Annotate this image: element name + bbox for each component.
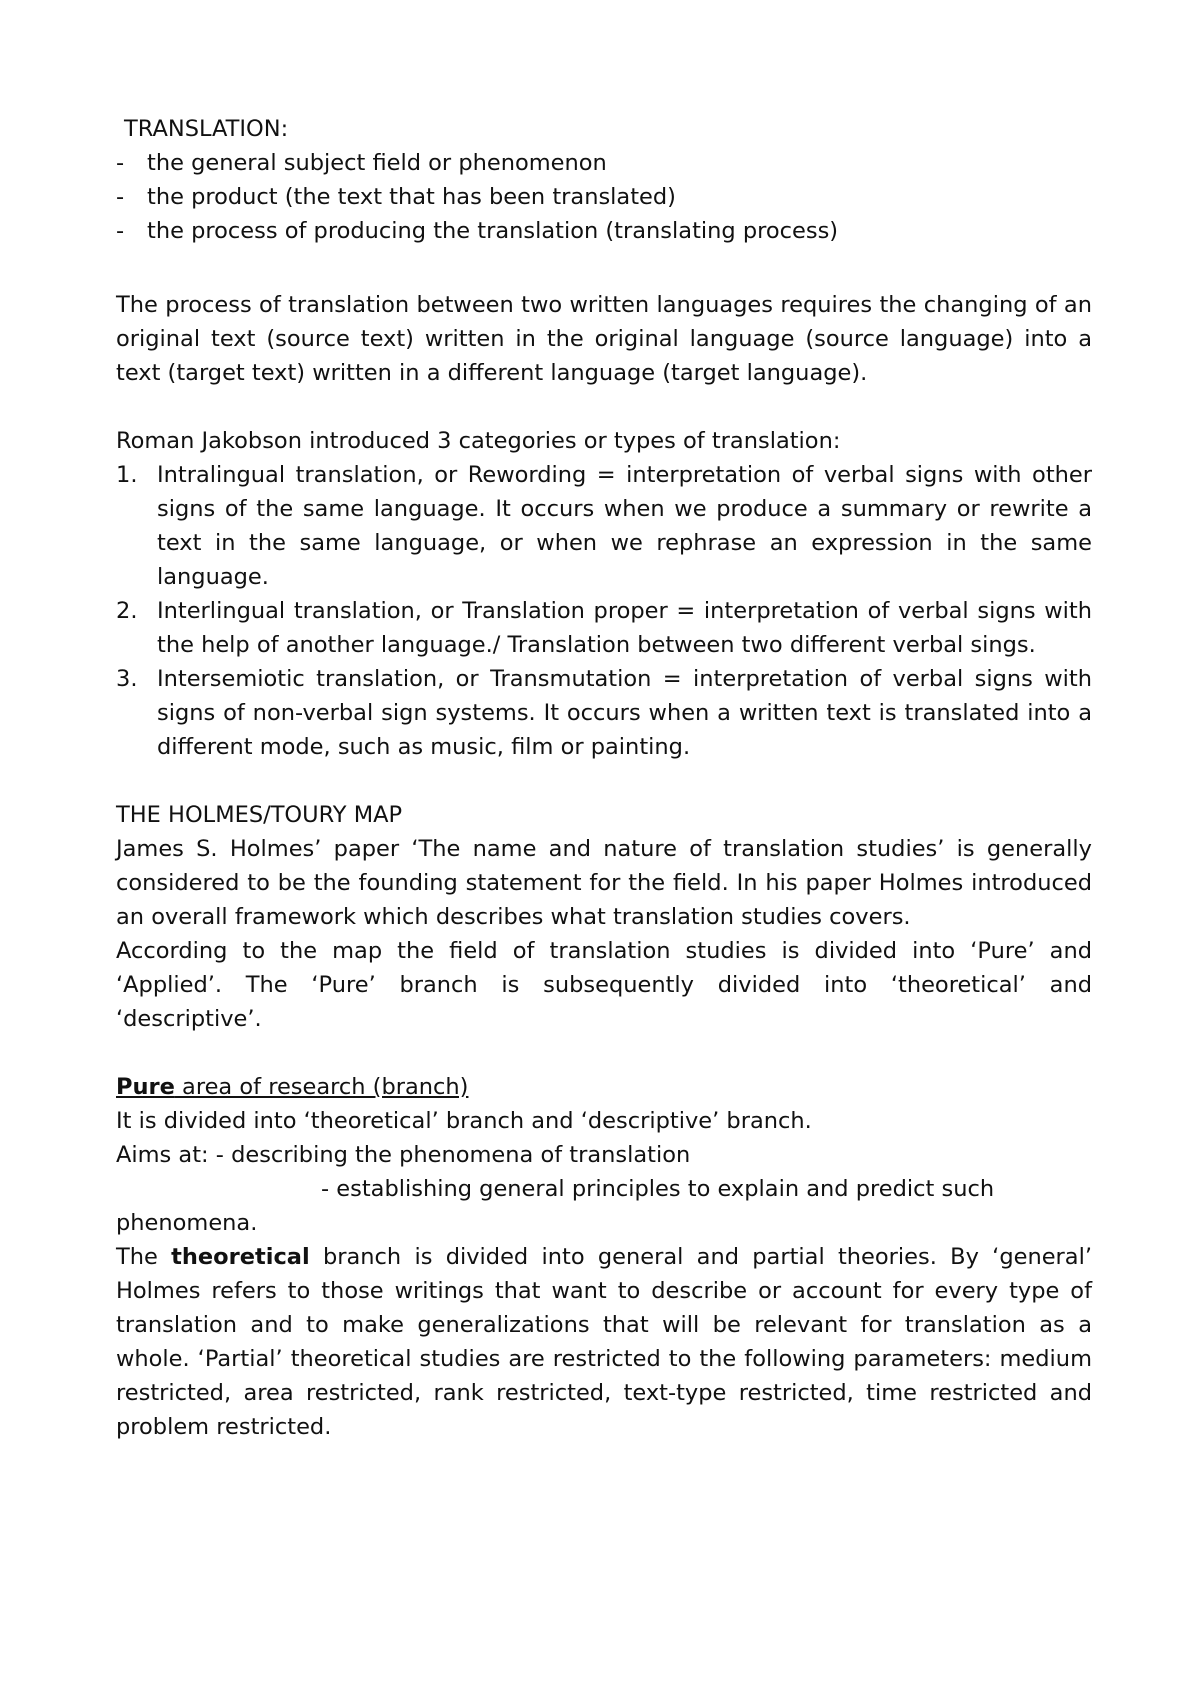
list-item (116, 662, 1092, 764)
list-item-text: Intralingual translation, or Rewording = interpretation of verbal signs with other signs of the same language. It occurs when we produce a summary or rewrite a text in the same language, or when we rephrase an expression in the same language. (157, 462, 1092, 590)
holmes-map-paragraph: According to the map the field of translation studies is divided into ‘Pure’ and ‘Applied’. The ‘Pure’ branch is subsequently divided into ‘theoretical’ and ‘descriptive’. (116, 938, 1092, 1032)
list-item: - the product (the text that has been translated) (116, 180, 1092, 214)
jakobson-intro: Roman Jakobson introduced 3 categories or types of translation: (116, 428, 841, 454)
list-item: - the general subject field or phenomenon (116, 146, 1092, 180)
spacer (116, 1036, 1092, 1070)
spacer (116, 764, 1092, 798)
list-item-text: Interlingual translation, or Translation proper = interpretation of verbal signs with the help of another language./ Translation between two different verbal sings. (157, 598, 1092, 658)
spacer (116, 248, 1092, 282)
holmes-paragraph: James S. Holmes’ paper ‘The name and nature of translation studies’ is generally considered to be the founding statement for the field. In his paper Holmes introduced an overall framework which describes what translation studies covers. (116, 836, 1092, 930)
theoretical-bold: theoretical (171, 1244, 310, 1270)
list-item (116, 594, 1092, 662)
list-number: 3. (116, 666, 138, 692)
section-heading (116, 1070, 1092, 1104)
pure-divided-text: It is divided into ‘theoretical’ branch and ‘descriptive’ branch. (116, 1108, 812, 1134)
page-title: TRANSLATION: (124, 116, 289, 142)
list-number: 2. (116, 598, 138, 624)
list-number: 1. (116, 462, 138, 488)
process-paragraph: The process of translation between two written languages requires the changing of an original text (source text) written in the original language (source language) into a text (target text) written in a different language (target language). (116, 292, 1092, 386)
section-heading: THE HOLMES/TOURY MAP (116, 802, 403, 828)
aims-line: Aims at: - describing the phenomena of translation (116, 1142, 691, 1168)
aim-line: - establishing general principles to explain and predict such (321, 1176, 995, 1202)
list-item (116, 458, 1092, 594)
spacer (116, 390, 1092, 424)
theoretical-paragraph: The theoretical branch is divided into general and partial theories. By ‘general’ Holmes refers to those writings that want to describe or account for every type of translation and to make generalizations that will be relevant for translation as a whole. ‘Partial’ theoretical studies are restricted to the following parameters: medium restricted, area restricted, rank restricted, text-type restricted, time restricted and problem restricted. (116, 1244, 1092, 1440)
jakobson-categories-list (116, 458, 1092, 764)
aim-line-continued: phenomena. (116, 1210, 258, 1236)
translation-meanings-list (116, 146, 1092, 248)
list-item: - the process of producing the translation (translating process) (116, 214, 1092, 248)
list-item-text: Intersemiotic translation, or Transmutation = interpretation of verbal signs with signs of non-verbal sign systems. It occurs when a written text is translated into a different mode, such as music, film or painting. (157, 666, 1092, 760)
pure-heading-bold: Pure area of research (branch) (116, 1074, 469, 1100)
